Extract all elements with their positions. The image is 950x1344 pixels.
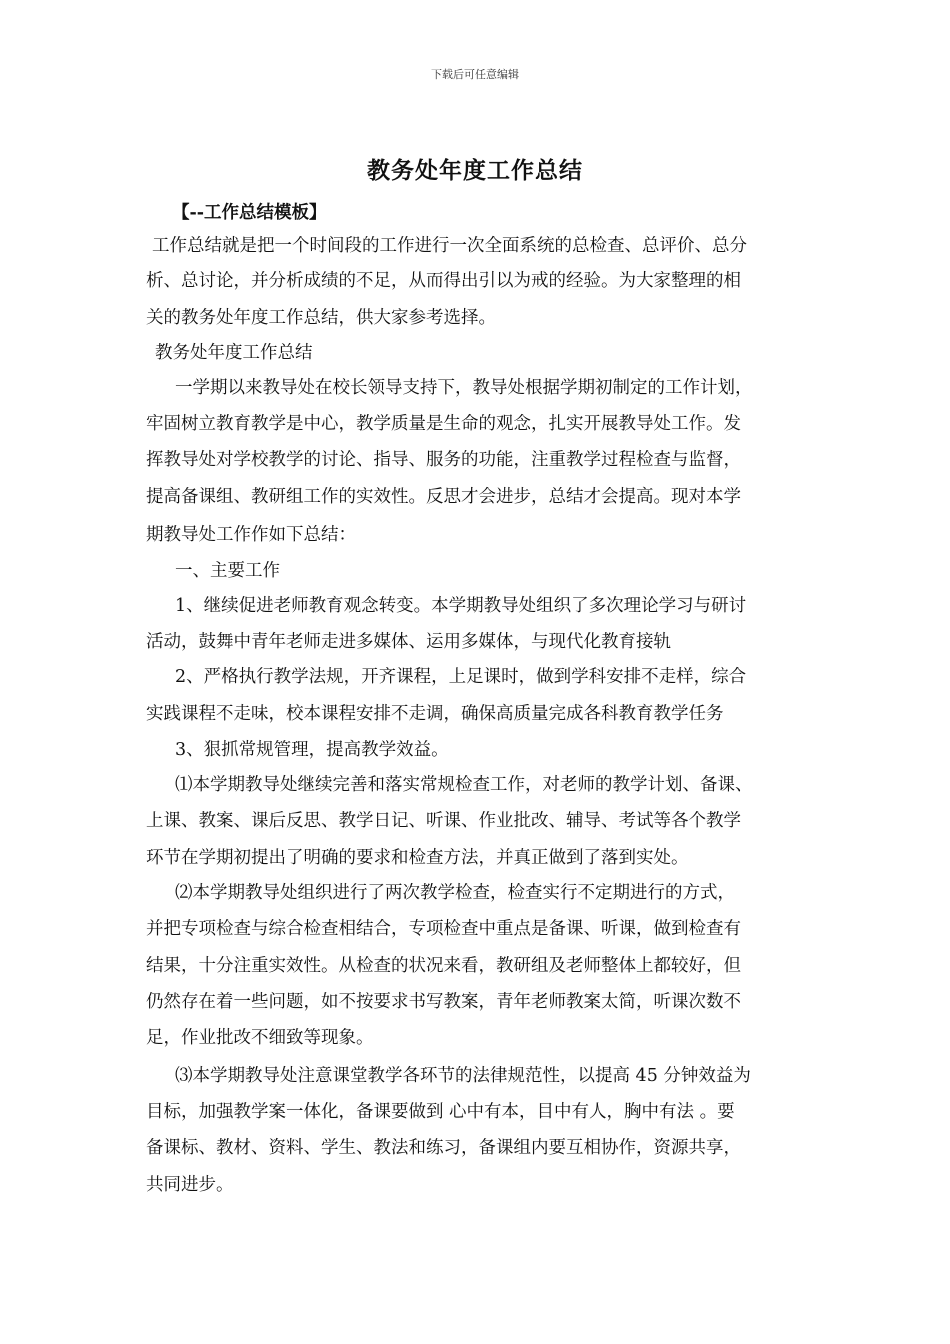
paragraph-line: 结果，十分注重实效性。从检查的状况来看，教研组及老师整体上都较好，但 <box>146 956 741 976</box>
paragraph-line: 足，作业批改不细致等现象。 <box>146 1028 374 1048</box>
paragraph-line: 共同进步。 <box>146 1175 234 1195</box>
paragraph-line: ⑵本学期教导处组织进行了两次教学检查，检查实行不定期进行的方式， <box>175 883 735 903</box>
paragraph-line: 期教导处工作作如下总结： <box>146 525 356 545</box>
paragraph-line: 环节在学期初提出了明确的要求和检查方法，并真正做到了落到实处。 <box>146 848 689 868</box>
section-heading: 一、主要工作 <box>175 561 280 581</box>
paragraph-line: 关的教务处年度工作总结，供大家参考选择。 <box>146 308 496 328</box>
template-tag: 【--工作总结模板】 <box>172 203 327 223</box>
paragraph-line: 提高备课组、教研组工作的实效性。反思才会进步，总结才会提高。现对本学 <box>146 487 741 507</box>
paragraph-line: 工作总结就是把一个时间段的工作进行一次全面系统的总检查、总评价、总分 <box>152 236 747 256</box>
paragraph-line: 2、严格执行教学法规，开齐课程，上足课时，做到学科安排不走样，综合 <box>175 667 747 687</box>
paragraph-line: 并把专项检查与综合检查相结合，专项检查中重点是备课、听课，做到检查有 <box>146 919 741 939</box>
paragraph-line: 牢固树立教育教学是中心，教学质量是生命的观念，扎实开展教导处工作。发 <box>146 414 741 434</box>
paragraph-line: 1、继续促进老师教育观念转变。本学期教导处组织了多次理论学习与研讨 <box>175 596 747 616</box>
paragraph-line: ⑴本学期教导处继续完善和落实常规检查工作，对老师的教学计划、备课、 <box>175 775 753 795</box>
paragraph-line: 析、总讨论，并分析成绩的不足，从而得出引以为戒的经验。为大家整理的相 <box>146 271 741 291</box>
paragraph-line: 备课标、教材、资料、学生、教法和练习，备课组内要互相协作，资源共享， <box>146 1138 741 1158</box>
paragraph-line: 活动，鼓舞中青年老师走进多媒体、运用多媒体，与现代化教育接轨 <box>146 632 671 652</box>
paragraph-line: 一学期以来教导处在校长领导支持下，教导处根据学期初制定的工作计划， <box>175 378 753 398</box>
paragraph-line: 上课、教案、课后反思、教学日记、听课、作业批改、辅导、考试等各个教学 <box>146 811 741 831</box>
paragraph-line: 3、狠抓常规管理，提高教学效益。 <box>175 740 449 760</box>
paragraph-line: 目标，加强教学案一体化，备课要做到 心中有本，目中有人，胸中有法 。要 <box>146 1102 735 1122</box>
section-heading: 教务处年度工作总结 <box>155 343 313 363</box>
document-title: 教务处年度工作总结 <box>367 157 583 184</box>
paragraph-line: ⑶本学期教导处注意课堂教学各环节的法律规范性，以提高 45 分钟效益为 <box>175 1066 751 1086</box>
paragraph-line: 挥教导处对学校教学的讨论、指导、服务的功能，注重教学过程检查与监督， <box>146 450 741 470</box>
header-note: 下载后可任意编辑 <box>431 68 519 81</box>
paragraph-line: 仍然存在着一些问题，如不按要求书写教案，青年老师教案太简，听课次数不 <box>146 992 741 1012</box>
paragraph-line: 实践课程不走味，校本课程安排不走调，确保高质量完成各科教育教学任务 <box>146 704 724 724</box>
